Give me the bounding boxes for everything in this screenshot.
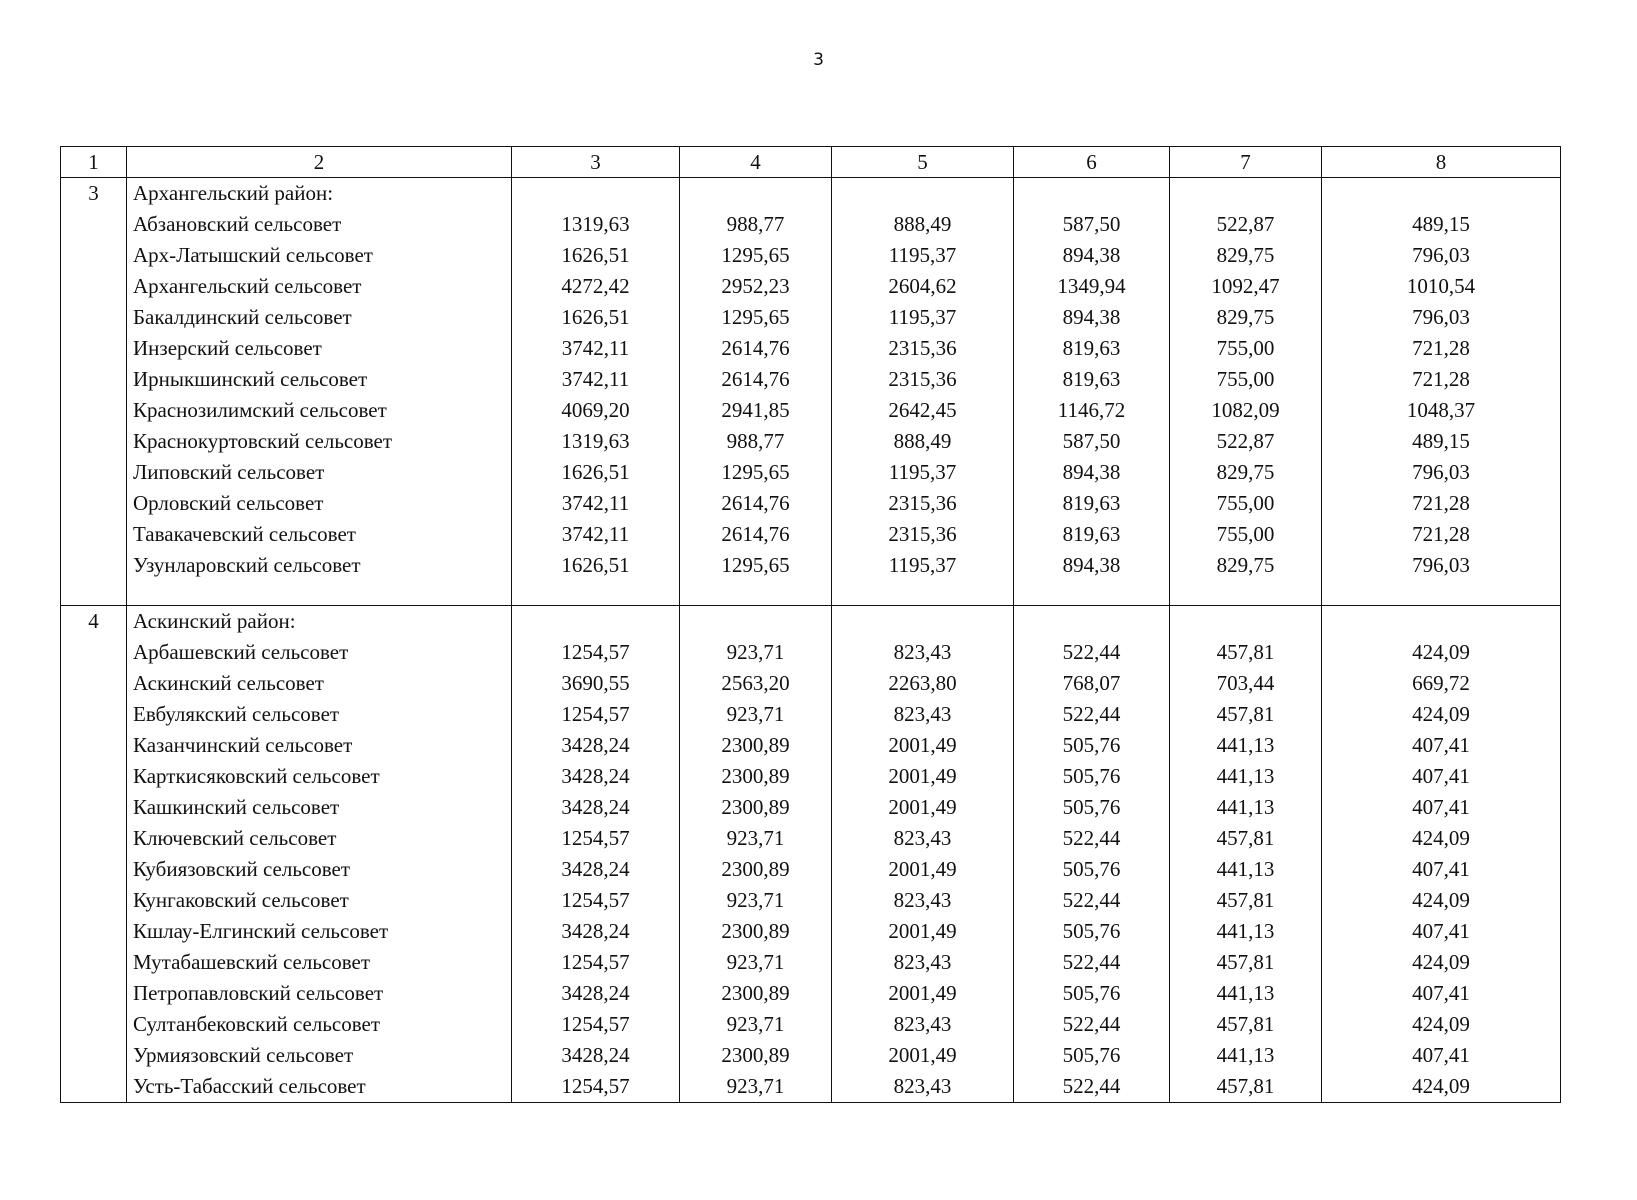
value-cell: 587,50 xyxy=(1062,429,1121,453)
value-cell: 894,38 xyxy=(1062,305,1121,329)
value-cell: 457,81 xyxy=(1216,1012,1275,1036)
value-column-cell xyxy=(1170,606,1322,1103)
section-number-cell xyxy=(61,178,127,606)
title-row-blank xyxy=(1014,606,1169,637)
value-cell: 522,87 xyxy=(1216,212,1275,236)
value-cell: 3742,11 xyxy=(561,336,630,360)
value-cell: 2315,36 xyxy=(888,336,957,360)
value-cell: 1319,63 xyxy=(561,212,630,236)
value-cell: 2300,89 xyxy=(721,981,790,1005)
value-cell: 823,43 xyxy=(893,640,952,664)
value-cell: 2315,36 xyxy=(888,367,957,391)
section-names-cell xyxy=(127,606,512,1103)
value-column-cell xyxy=(512,178,680,606)
value-column-cell xyxy=(1014,606,1170,1103)
value-cell: 1254,57 xyxy=(561,888,630,912)
value-cell: 755,00 xyxy=(1216,491,1275,515)
value-cell: 441,13 xyxy=(1216,981,1275,1005)
value-cell: 1626,51 xyxy=(561,460,630,484)
council-name: Аскинский сельсовет xyxy=(133,671,324,695)
value-cell: 894,38 xyxy=(1062,243,1121,267)
title-row-blank xyxy=(832,606,1013,637)
value-cell: 424,09 xyxy=(1412,950,1470,974)
value-cell: 923,71 xyxy=(726,640,785,664)
council-name: Кубиязовский сельсовет xyxy=(133,857,351,881)
value-cell: 721,28 xyxy=(1412,336,1470,360)
value-cell: 489,15 xyxy=(1412,429,1470,453)
value-cell: 823,43 xyxy=(893,1012,952,1036)
value-cell: 2300,89 xyxy=(721,733,790,757)
value-cell: 1195,37 xyxy=(888,243,957,267)
value-cell: 819,63 xyxy=(1062,522,1121,546)
value-cell: 441,13 xyxy=(1216,857,1275,881)
council-name: Ирныкшинский сельсовет xyxy=(133,367,368,391)
value-cell: 522,44 xyxy=(1062,950,1121,974)
value-cell: 2001,49 xyxy=(888,981,957,1005)
value-cell: 1195,37 xyxy=(888,460,957,484)
value-cell: 819,63 xyxy=(1062,336,1121,360)
value-cell: 888,49 xyxy=(893,429,952,453)
value-column-cell xyxy=(1170,178,1322,606)
value-cell: 522,44 xyxy=(1062,888,1121,912)
value-cell: 3428,24 xyxy=(561,981,630,1005)
value-cell: 441,13 xyxy=(1216,1043,1275,1067)
value-cell: 2263,80 xyxy=(888,671,957,695)
section-spacer xyxy=(1014,581,1169,605)
value-cell: 1626,51 xyxy=(561,553,630,577)
value-cell: 2300,89 xyxy=(721,795,790,819)
value-cell: 894,38 xyxy=(1062,460,1121,484)
value-cell: 1195,37 xyxy=(888,305,957,329)
header-col-3: 3 xyxy=(512,147,680,178)
value-cell: 923,71 xyxy=(726,702,785,726)
value-cell: 407,41 xyxy=(1412,795,1470,819)
value-column-cell xyxy=(680,606,832,1103)
council-name: Бакалдинский сельсовет xyxy=(133,305,352,329)
district-title: Архангельский район: xyxy=(133,181,334,205)
value-cell: 2300,89 xyxy=(721,1043,790,1067)
value-cell: 2614,76 xyxy=(721,522,790,546)
value-cell: 441,13 xyxy=(1216,764,1275,788)
council-name: Петропавловский сельсовет xyxy=(133,981,384,1005)
value-cell: 1195,37 xyxy=(888,553,957,577)
value-cell: 888,49 xyxy=(893,212,952,236)
value-cell: 923,71 xyxy=(726,826,785,850)
section-group xyxy=(61,606,1561,1103)
council-name: Орловский сельсовет xyxy=(133,491,324,515)
council-name: Липовский сельсовет xyxy=(133,460,325,484)
value-cell: 424,09 xyxy=(1412,888,1470,912)
value-cell: 407,41 xyxy=(1412,919,1470,943)
value-cell: 522,44 xyxy=(1062,640,1121,664)
district-section xyxy=(61,606,1561,1103)
council-name: Ключевский сельсовет xyxy=(133,826,337,850)
value-cell: 823,43 xyxy=(893,950,952,974)
value-column-cell xyxy=(680,178,832,606)
value-cell: 3690,55 xyxy=(561,671,630,695)
value-cell: 703,44 xyxy=(1216,671,1275,695)
value-cell: 441,13 xyxy=(1216,795,1275,819)
value-cell: 2941,85 xyxy=(721,398,790,422)
value-cell: 796,03 xyxy=(1412,460,1470,484)
value-cell: 407,41 xyxy=(1412,981,1470,1005)
title-row-blank xyxy=(512,178,679,209)
value-cell: 2315,36 xyxy=(888,522,957,546)
council-name: Арх-Латышский сельсовет xyxy=(133,243,373,267)
value-cell: 505,76 xyxy=(1062,795,1121,819)
council-name: Султанбековский сельсовет xyxy=(133,1012,381,1036)
section-spacer xyxy=(127,581,511,605)
value-cell: 522,44 xyxy=(1062,1074,1121,1098)
value-cell: 522,44 xyxy=(1062,702,1121,726)
value-cell: 2604,62 xyxy=(888,274,957,298)
section-spacer xyxy=(1322,581,1560,605)
title-row-blank xyxy=(1170,606,1321,637)
value-column-cell xyxy=(1322,178,1561,606)
council-name: Кашкинский сельсовет xyxy=(133,795,340,819)
council-name: Евбулякский сельсовет xyxy=(133,702,340,726)
value-cell: 587,50 xyxy=(1062,212,1121,236)
value-cell: 441,13 xyxy=(1216,733,1275,757)
value-cell: 2001,49 xyxy=(888,795,957,819)
value-cell: 424,09 xyxy=(1412,1012,1470,1036)
section-spacer xyxy=(680,581,831,605)
tariff-table-container xyxy=(60,146,1560,1103)
value-cell: 829,75 xyxy=(1216,460,1275,484)
section-spacer xyxy=(1170,581,1321,605)
value-cell: 923,71 xyxy=(726,1074,785,1098)
value-cell: 3428,24 xyxy=(561,857,630,881)
value-cell: 407,41 xyxy=(1412,733,1470,757)
header-col-1: 1 xyxy=(61,147,127,178)
section-spacer xyxy=(512,581,679,605)
value-cell: 2001,49 xyxy=(888,733,957,757)
council-name: Краснокуртовский сельсовет xyxy=(133,429,393,453)
value-cell: 2300,89 xyxy=(721,857,790,881)
value-cell: 407,41 xyxy=(1412,764,1470,788)
council-name: Архангельский сельсовет xyxy=(133,274,362,298)
value-cell: 505,76 xyxy=(1062,919,1121,943)
section-names-cell xyxy=(127,178,512,606)
value-cell: 489,15 xyxy=(1412,212,1470,236)
header-col-6: 6 xyxy=(1014,147,1170,178)
value-cell: 522,44 xyxy=(1062,826,1121,850)
council-name: Краснозилимский сельсовет xyxy=(133,398,387,422)
value-cell: 823,43 xyxy=(893,702,952,726)
value-column-cell xyxy=(512,606,680,1103)
council-name: Абзановский сельсовет xyxy=(133,212,342,236)
value-cell: 796,03 xyxy=(1412,243,1470,267)
value-cell: 424,09 xyxy=(1412,640,1470,664)
value-cell: 1349,94 xyxy=(1057,274,1126,298)
title-row-blank xyxy=(1170,178,1321,209)
value-cell: 755,00 xyxy=(1216,336,1275,360)
value-cell: 721,28 xyxy=(1412,367,1470,391)
section-number: 4 xyxy=(88,609,99,633)
header-col-2: 2 xyxy=(127,147,512,178)
title-row-blank xyxy=(1322,178,1560,209)
title-row-blank xyxy=(1014,178,1169,209)
value-cell: 4069,20 xyxy=(561,398,630,422)
title-row-blank xyxy=(1322,606,1560,637)
value-cell: 923,71 xyxy=(726,1012,785,1036)
title-row-blank xyxy=(680,606,831,637)
table-header xyxy=(61,147,1561,178)
value-cell: 1295,65 xyxy=(721,553,790,577)
value-cell: 407,41 xyxy=(1412,1043,1470,1067)
title-row-blank xyxy=(832,178,1013,209)
header-col-4: 4 xyxy=(680,147,832,178)
value-cell: 1254,57 xyxy=(561,640,630,664)
value-cell: 1319,63 xyxy=(561,429,630,453)
value-cell: 3742,11 xyxy=(561,522,630,546)
value-cell: 3428,24 xyxy=(561,764,630,788)
council-name: Урмиязовский сельсовет xyxy=(133,1043,354,1067)
section-number-cell xyxy=(61,606,127,1103)
value-cell: 2642,45 xyxy=(888,398,957,422)
value-cell: 1295,65 xyxy=(721,243,790,267)
value-cell: 796,03 xyxy=(1412,305,1470,329)
value-cell: 457,81 xyxy=(1216,888,1275,912)
value-cell: 505,76 xyxy=(1062,764,1121,788)
value-column-cell xyxy=(832,178,1014,606)
value-cell: 3428,24 xyxy=(561,795,630,819)
value-cell: 988,77 xyxy=(726,429,785,453)
value-cell: 1626,51 xyxy=(561,243,630,267)
value-cell: 505,76 xyxy=(1062,981,1121,1005)
value-cell: 1254,57 xyxy=(561,1074,630,1098)
value-column-cell xyxy=(1322,606,1561,1103)
value-cell: 1254,57 xyxy=(561,1012,630,1036)
council-name: Мутабашевский сельсовет xyxy=(133,950,371,974)
value-cell: 424,09 xyxy=(1412,1074,1470,1098)
header-col-7: 7 xyxy=(1170,147,1322,178)
value-cell: 923,71 xyxy=(726,950,785,974)
value-cell: 894,38 xyxy=(1062,553,1121,577)
value-cell: 2614,76 xyxy=(721,491,790,515)
value-cell: 2952,23 xyxy=(721,274,790,298)
district-section xyxy=(61,178,1561,606)
header-row xyxy=(61,147,1561,178)
value-cell: 522,44 xyxy=(1062,1012,1121,1036)
value-cell: 2001,49 xyxy=(888,857,957,881)
value-cell: 3742,11 xyxy=(561,491,630,515)
council-name: Карткисяковский сельсовет xyxy=(133,764,380,788)
value-cell: 768,07 xyxy=(1062,671,1121,695)
value-cell: 755,00 xyxy=(1216,367,1275,391)
value-cell: 2614,76 xyxy=(721,336,790,360)
value-column-cell xyxy=(832,606,1014,1103)
value-cell: 819,63 xyxy=(1062,491,1121,515)
section-number: 3 xyxy=(88,181,99,205)
value-cell: 457,81 xyxy=(1216,640,1275,664)
value-cell: 2001,49 xyxy=(888,764,957,788)
value-cell: 721,28 xyxy=(1412,522,1470,546)
value-cell: 1295,65 xyxy=(721,460,790,484)
title-row-blank xyxy=(680,178,831,209)
value-cell: 1254,57 xyxy=(561,826,630,850)
value-cell: 1295,65 xyxy=(721,305,790,329)
council-name: Казанчинский сельсовет xyxy=(133,733,353,757)
value-cell: 505,76 xyxy=(1062,857,1121,881)
value-cell: 522,87 xyxy=(1216,429,1275,453)
council-name: Усть-Табасский сельсовет xyxy=(133,1074,366,1098)
value-cell: 457,81 xyxy=(1216,1074,1275,1098)
value-cell: 669,72 xyxy=(1412,671,1470,695)
value-cell: 3428,24 xyxy=(561,733,630,757)
value-cell: 2001,49 xyxy=(888,1043,957,1067)
title-row-blank xyxy=(512,606,679,637)
value-cell: 1048,37 xyxy=(1406,398,1476,422)
value-column-cell xyxy=(1014,178,1170,606)
value-cell: 755,00 xyxy=(1216,522,1275,546)
council-name: Инзерский сельсовет xyxy=(133,336,322,360)
value-cell: 457,81 xyxy=(1216,826,1275,850)
section-group xyxy=(61,178,1561,606)
value-cell: 424,09 xyxy=(1412,702,1470,726)
value-cell: 1082,09 xyxy=(1211,398,1280,422)
value-cell: 2300,89 xyxy=(721,764,790,788)
header-col-5: 5 xyxy=(832,147,1014,178)
value-cell: 505,76 xyxy=(1062,1043,1121,1067)
value-cell: 796,03 xyxy=(1412,553,1470,577)
header-col-8: 8 xyxy=(1322,147,1561,178)
value-cell: 3428,24 xyxy=(561,919,630,943)
council-name: Кшлау-Елгинский сельсовет xyxy=(133,919,389,943)
value-cell: 1254,57 xyxy=(561,702,630,726)
value-cell: 829,75 xyxy=(1216,553,1275,577)
value-cell: 2300,89 xyxy=(721,919,790,943)
tariff-table xyxy=(60,146,1561,1103)
council-name: Арбашевский сельсовет xyxy=(133,640,349,664)
council-name: Тавакачевский сельсовет xyxy=(133,522,356,546)
value-cell: 3742,11 xyxy=(561,367,630,391)
value-cell: 819,63 xyxy=(1062,367,1121,391)
value-cell: 3428,24 xyxy=(561,1043,630,1067)
value-cell: 1254,57 xyxy=(561,950,630,974)
council-name: Узунларовский сельсовет xyxy=(133,553,361,577)
value-cell: 988,77 xyxy=(726,212,785,236)
value-cell: 2001,49 xyxy=(888,919,957,943)
value-cell: 829,75 xyxy=(1216,305,1275,329)
value-cell: 407,41 xyxy=(1412,857,1470,881)
section-spacer xyxy=(832,581,1013,605)
value-cell: 721,28 xyxy=(1412,491,1470,515)
value-cell: 457,81 xyxy=(1216,702,1275,726)
value-cell: 441,13 xyxy=(1216,919,1275,943)
council-name: Кунгаковский сельсовет xyxy=(133,888,349,912)
value-cell: 823,43 xyxy=(893,888,952,912)
value-cell: 829,75 xyxy=(1216,243,1275,267)
page-number: 3 xyxy=(813,50,824,70)
district-title: Аскинский район: xyxy=(133,609,296,633)
value-cell: 2614,76 xyxy=(721,367,790,391)
value-cell: 823,43 xyxy=(893,1074,952,1098)
value-cell: 505,76 xyxy=(1062,733,1121,757)
value-cell: 823,43 xyxy=(893,826,952,850)
value-cell: 923,71 xyxy=(726,888,785,912)
value-cell: 424,09 xyxy=(1412,826,1470,850)
value-cell: 2315,36 xyxy=(888,491,957,515)
value-cell: 457,81 xyxy=(1216,950,1275,974)
value-cell: 2563,20 xyxy=(721,671,790,695)
value-cell: 1146,72 xyxy=(1057,398,1126,422)
value-cell: 1010,54 xyxy=(1406,274,1476,298)
value-cell: 4272,42 xyxy=(561,274,630,298)
value-cell: 1092,47 xyxy=(1211,274,1280,298)
value-cell: 1626,51 xyxy=(561,305,630,329)
